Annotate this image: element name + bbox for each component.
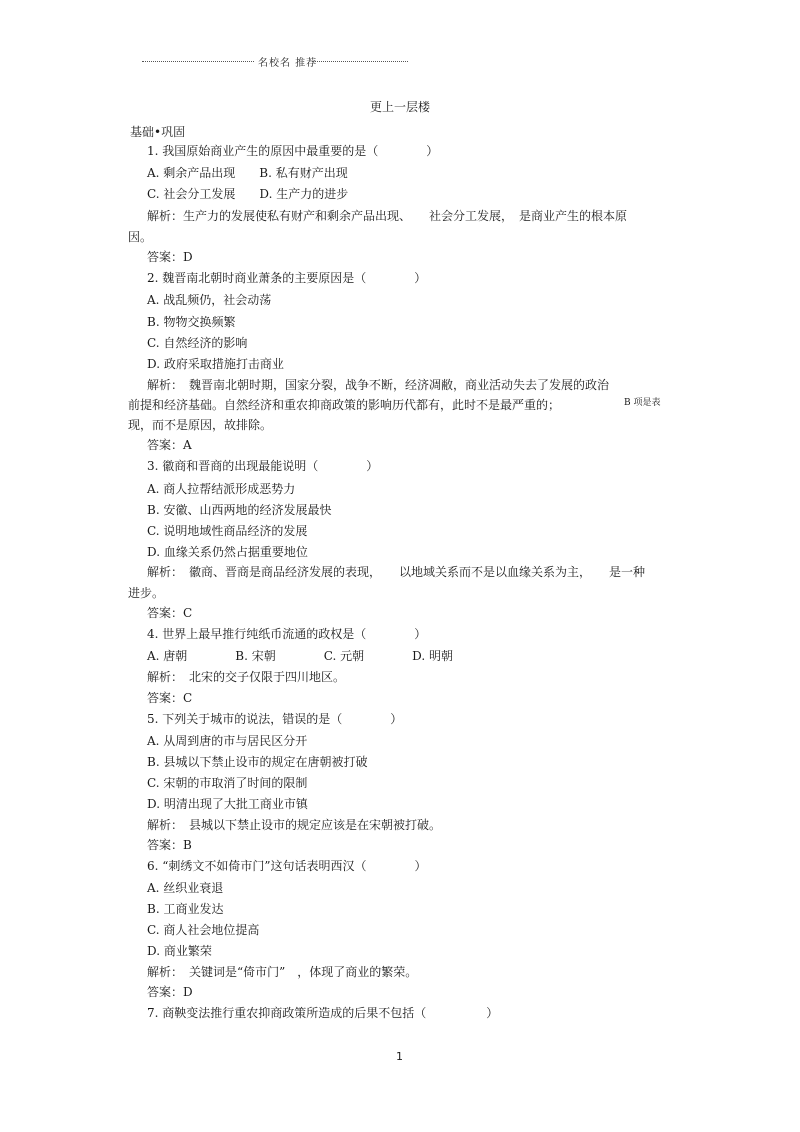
question-3-option-b: B. 安徽、山西两地的经济发展最快 bbox=[147, 503, 332, 517]
question-7-stem: 7. 商鞅变法推行重农抑商政策所造成的后果不包括（ ） bbox=[147, 1006, 499, 1020]
question-2-answer: 答案：A bbox=[147, 438, 192, 452]
question-2-option-c: C. 自然经济的影响 bbox=[147, 336, 248, 350]
header-dotted-line-left bbox=[142, 61, 254, 62]
question-5-explanation: 解析： 县城以下禁止设市的规定应该是在宋朝被打破。 bbox=[147, 818, 442, 832]
question-2-option-d: D. 政府采取措施打击商业 bbox=[147, 357, 284, 371]
question-4-options: A. 唐朝 B. 宋朝 C. 元朝 D. 明朝 bbox=[147, 649, 453, 663]
question-3-option-a: A. 商人拉帮结派形成恶势力 bbox=[147, 482, 296, 496]
question-3-explanation: 解析： 徽商、晋商是商品经济发展的表现， 以地域关系而不是以血缘关系为主， 是一种 bbox=[147, 565, 646, 579]
question-6-option-d: D. 商业繁荣 bbox=[147, 944, 212, 958]
question-1-options-cd: C. 社会分工发展 D. 生产力的进步 bbox=[147, 187, 349, 201]
question-5-option-b: B. 县城以下禁止设市的规定在唐朝被打破 bbox=[147, 755, 368, 769]
header-text: 名校名 推荐 bbox=[258, 58, 318, 69]
question-2-explanation: 解析： 魏晋南北朝时期，国家分裂，战争不断，经济凋敝，商业活动失去了发展的政治 bbox=[147, 378, 610, 392]
question-3-option-c: C. 说明地域性商品经济的发展 bbox=[147, 524, 308, 538]
question-1-stem: 1. 我国原始商业产生的原因中最重要的是（ ） bbox=[147, 144, 439, 158]
question-6-explanation: 解析： 关键词是“倚市门” ，体现了商业的繁荣。 bbox=[147, 965, 418, 979]
section-heading: 基础•巩固 bbox=[130, 125, 186, 139]
question-2-explanation-tail: B 项是表 bbox=[624, 398, 661, 408]
question-2-option-b: B. 物物交换频繁 bbox=[147, 315, 236, 329]
question-6-option-c: C. 商人社会地位提高 bbox=[147, 923, 260, 937]
question-4-answer: 答案：C bbox=[147, 691, 193, 705]
question-5-stem: 5. 下列关于城市的说法，错误的是（ ） bbox=[147, 712, 403, 726]
question-5-option-d: D. 明清出现了大批工商业市镇 bbox=[147, 797, 308, 811]
question-6-option-b: B. 工商业发达 bbox=[147, 902, 224, 916]
question-3-answer: 答案：C bbox=[147, 606, 193, 620]
page-number: 1 bbox=[396, 1050, 403, 1063]
question-4-explanation: 解析： 北宋的交子仅限于四川地区。 bbox=[147, 670, 346, 684]
question-4-stem: 4. 世界上最早推行纯纸币流通的政权是（ ） bbox=[147, 627, 427, 641]
question-6-stem: 6. “刺绣文不如倚市门”这句话表明西汉（ ） bbox=[147, 859, 427, 873]
question-1-options-ab: A. 剩余产品出现 B. 私有财产出现 bbox=[147, 166, 348, 180]
question-2-stem: 2. 魏晋南北朝时商业萧条的主要原因是（ ） bbox=[147, 271, 427, 285]
question-3-stem: 3. 徽商和晋商的出现最能说明（ ） bbox=[147, 459, 379, 473]
question-2-explanation-cont: 前提和经济基础。自然经济和重农抑商政策的影响历代都有，此时不是最严重的； bbox=[128, 398, 561, 412]
question-1-explanation-cont: 因。 bbox=[128, 230, 153, 244]
question-2-explanation-end: 现，而不是原因，故排除。 bbox=[128, 418, 273, 432]
question-5-option-c: C. 宋朝的市取消了时间的限制 bbox=[147, 776, 308, 790]
header-dotted-line-right bbox=[312, 61, 408, 62]
question-3-explanation-cont: 进步。 bbox=[128, 586, 165, 600]
question-6-answer: 答案：D bbox=[147, 985, 193, 999]
page-title: 更上一层楼 bbox=[369, 100, 430, 114]
question-5-option-a: A. 从周到唐的市与居民区分开 bbox=[147, 734, 308, 748]
question-1-answer: 答案：D bbox=[147, 250, 193, 264]
question-3-option-d: D. 血缘关系仍然占据重要地位 bbox=[147, 545, 308, 559]
question-2-option-a: A. 战乱频仍，社会动荡 bbox=[147, 293, 272, 307]
question-1-explanation: 解析：生产力的发展使私有财产和剩余产品出现、 社会分工发展， 是商业产生的根本原 bbox=[147, 209, 628, 223]
question-6-option-a: A. 丝织业衰退 bbox=[147, 881, 224, 895]
page-header bbox=[142, 54, 408, 70]
question-5-answer: 答案：B bbox=[147, 838, 192, 852]
